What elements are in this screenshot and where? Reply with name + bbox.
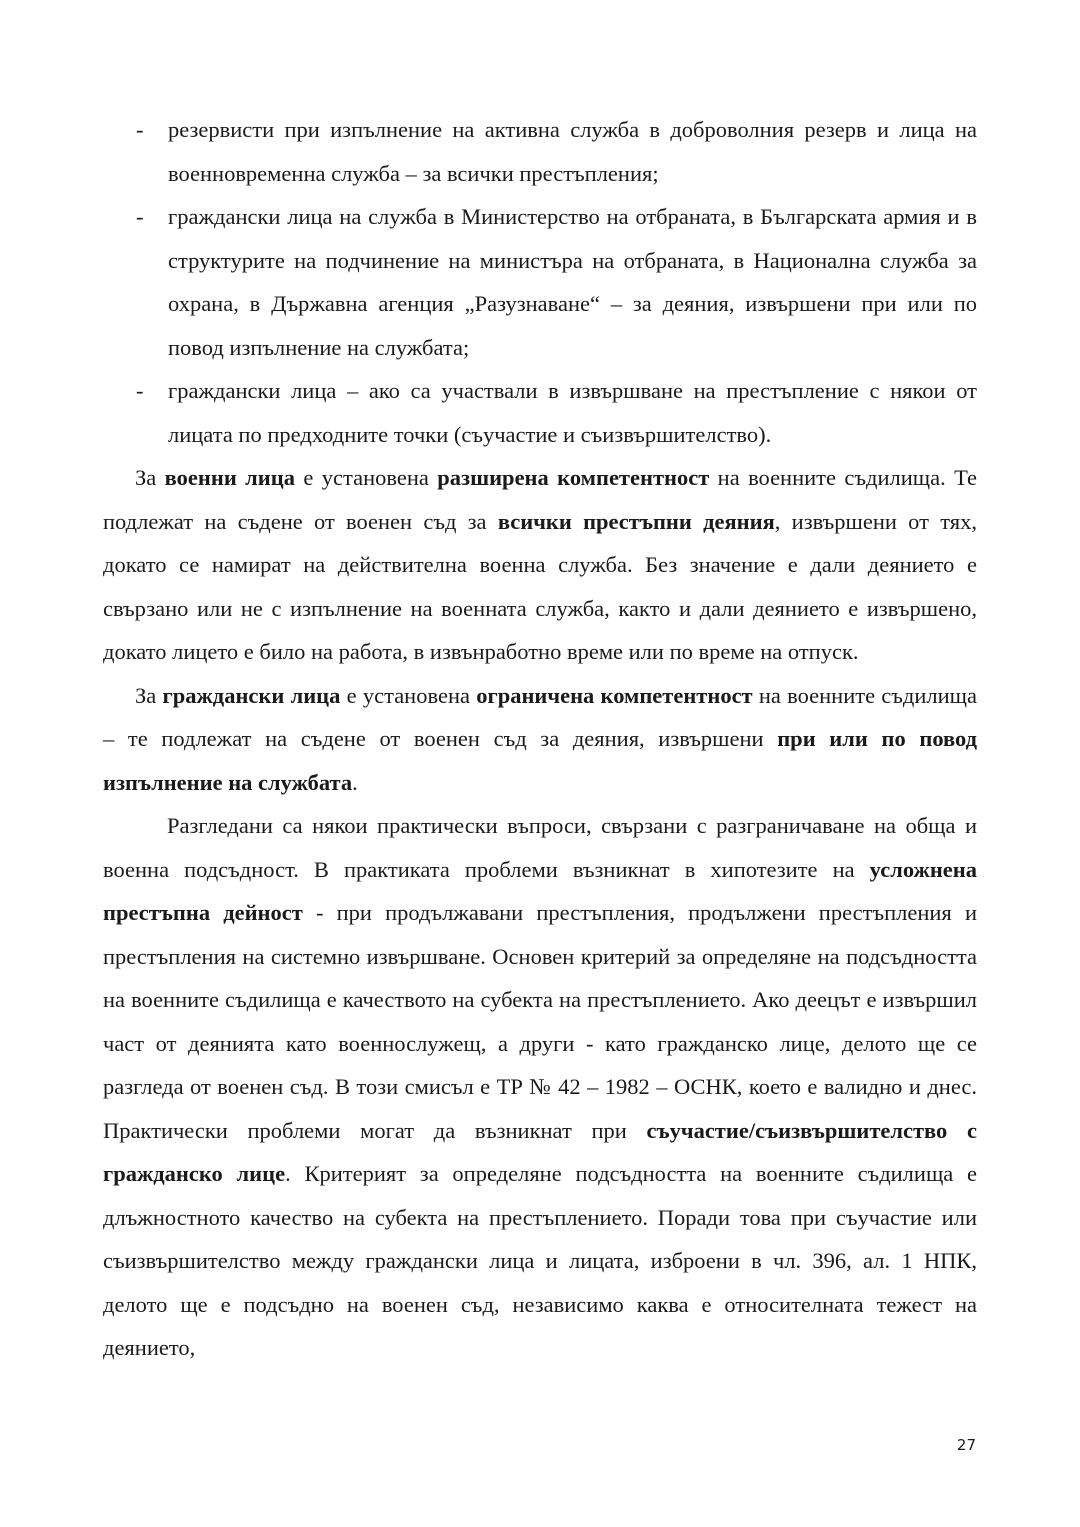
list-item-text: резервисти при изпълнение на активна служба в доброволния резерв и лица на военновременна служба – за всички престъпления; xyxy=(168,117,977,186)
text-run: , извършени от тях, докато се намират на действителна военна служба. Без значение е дали деянието е свързано или не с изпълнение на военната служба, както и дали деянието е извършено, докато лицето е било на работа, в извънработно време или по време на отпуск. xyxy=(103,508,977,664)
bullet-dash: - xyxy=(136,117,144,142)
list-item-text: граждански лица на служба в Министерство на отбраната, в Българската армия и в структурите на подчинение на министъра на отбраната, в Национална служба за охрана, в Държавна агенция „Разузнаване“ – за деяния, извършени при или по повод изпълнение на службата; xyxy=(168,204,977,360)
text-run: За xyxy=(135,465,165,490)
bold-term: усложнена престъпна дейност xyxy=(103,856,977,925)
text-run: За xyxy=(135,682,163,708)
paragraph-military-persons xyxy=(103,456,977,674)
document-page xyxy=(103,108,977,1370)
text-run: . Критерият за определяне подсъдността на военните съдилища е длъжностното качество на субекта на престъплението. Поради това при съучастие или съизвършителство между граждански лица и лицата, изброени в чл. 396, ал. 1 НПК, делото ще е подсъдно на военен съд, независимо каква е относителната тежест на деянието, xyxy=(103,1161,977,1360)
bold-term: съучастие/съизвършителство с гражданско лице xyxy=(103,1117,977,1186)
bold-term: военни лица xyxy=(164,465,295,490)
list-item-text: граждански лица – ако са участвали в извършване на престъпление с някои от лицата по предходните точки (съучастие и съизвършителство). xyxy=(168,378,977,447)
text-run: . xyxy=(352,769,358,795)
list-item xyxy=(103,369,977,456)
page-number: 27 xyxy=(956,1436,976,1454)
text-run: е установена xyxy=(294,465,438,490)
list-item xyxy=(103,108,977,195)
paragraph-civilians xyxy=(103,674,977,805)
bold-term: граждански лица xyxy=(162,682,341,708)
text-run: Разгледани са някои практически въпроси, свързани с разграничаване на обща и военна подсъдност. В практиката проблеми възникнат в хипотезите на xyxy=(103,813,977,882)
bullet-dash: - xyxy=(136,204,144,229)
bold-term: разширена компетентност xyxy=(437,465,710,490)
text-run: - при продължавани престъпления, продължени престъпления и престъпления на системно извършване. Основен критерий за определяне на подсъдността на военните съдилища е качеството на субекта на престъплението. Ако деецът е извършил част от деянията като военнослужещ, а други - като гражданско лице, делото ще се разгледа от военен съд. В този смисъл е ТР № 42 – 1982 – ОСНК, което е валидно и днес. Практически проблеми могат да възникнат при xyxy=(103,900,977,1143)
bold-term: при или по повод изпълнение на службата xyxy=(103,726,977,795)
bold-term: всички престъпни деяния xyxy=(497,508,775,534)
text-run: на военните съдилища. Те подлежат на съдене от военен съд за xyxy=(103,465,977,534)
bullet-dash: - xyxy=(136,378,144,403)
bold-term: ограничена компетентност xyxy=(476,682,753,708)
list-item xyxy=(103,195,977,369)
paragraph-practical-issues xyxy=(103,804,977,1370)
text-run: е установена xyxy=(340,682,477,708)
text-run: на военните съдилища – те подлежат на съдене от военен съд за деяния, извършени xyxy=(103,682,977,751)
